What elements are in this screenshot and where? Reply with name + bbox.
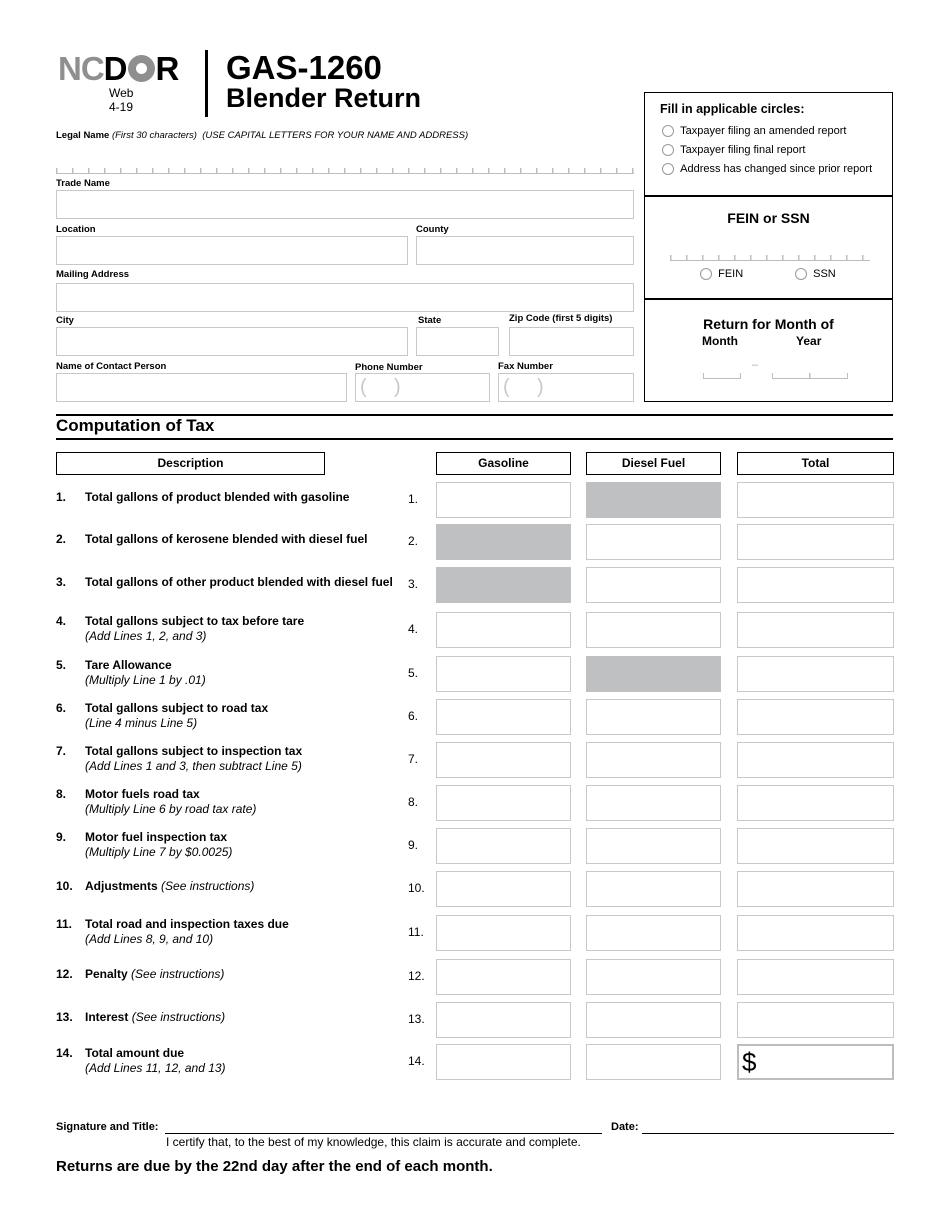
line-number: 14. [56,1046,73,1060]
line-1-total[interactable] [737,482,894,518]
panel-divider [645,298,892,300]
radio-circle-icon[interactable] [795,268,807,280]
year-label: Year [796,334,822,348]
line-number: 2. [56,532,67,546]
city-label: City [56,315,74,326]
line-6-total[interactable] [737,699,894,735]
line-14-gas[interactable] [436,1044,571,1080]
line-2-total[interactable] [737,524,894,560]
year-input[interactable] [772,373,848,379]
line-number: 13. [56,1010,73,1024]
line-reference: 8. [408,795,419,809]
line-number: 3. [56,575,67,589]
form-name: Blender Return [226,83,422,113]
line-14-diesel[interactable] [586,1044,721,1080]
line-description: Total gallons subject to tax before tare (Add Lines 1, 2, and 3) [85,614,305,643]
shaded-cell-diesel [586,482,721,518]
mailing-address-label: Mailing Address [56,269,130,280]
line-10-total[interactable] [737,871,894,907]
month-label: Month [702,334,738,348]
radio-circle-icon[interactable] [662,125,674,137]
state-label: State [418,315,442,326]
header-divider [205,50,208,117]
line-description: Motor fuels road tax (Multiply Line 6 by road tax rate) [85,787,257,816]
panel-divider [645,195,892,197]
line-reference: 1. [408,492,419,506]
contact-label: Name of Contact Person [56,361,167,372]
line-number: 7. [56,744,67,758]
line-7-gas[interactable] [436,742,571,778]
line-7-diesel[interactable] [586,742,721,778]
line-number: 4. [56,614,67,628]
line-7-total[interactable] [737,742,894,778]
line-10-gas[interactable] [436,871,571,907]
line-description: Total road and inspection taxes due (Add Lines 8, 9, and 10) [85,917,289,946]
line-5-gas[interactable] [436,656,571,692]
line-number: 8. [56,787,67,801]
line-reference: 12. [408,969,425,983]
location-input[interactable] [56,236,408,265]
line-reference: 14. [408,1054,425,1068]
county-label: County [416,224,449,235]
month-input[interactable] [703,373,741,379]
shaded-cell-gas [436,524,571,560]
line-6-diesel[interactable] [586,699,721,735]
line-14-total[interactable] [737,1044,894,1080]
address-changed-option[interactable]: Address has changed since prior report [662,160,872,179]
ssn-option[interactable]: SSN [795,265,836,284]
trade-name-input[interactable] [56,190,634,219]
contact-input[interactable] [56,373,347,402]
line-reference: 7. [408,752,419,766]
location-label: Location [56,224,96,235]
line-9-total[interactable] [737,828,894,864]
col-gasoline: Gasoline [436,452,571,475]
line-8-diesel[interactable] [586,785,721,821]
line-description: Total gallons of kerosene blended with diesel fuel [85,532,368,546]
phone-input[interactable]: ( ) [355,373,490,402]
line-3-diesel[interactable] [586,567,721,603]
shaded-cell-gas [436,567,571,603]
right-panel [644,92,893,402]
amended-option[interactable]: Taxpayer filing an amended report [662,122,846,141]
line-11-total[interactable] [737,915,894,951]
line-number: 1. [56,490,67,504]
line-reference: 6. [408,709,419,723]
line-8-total[interactable] [737,785,894,821]
fax-input[interactable]: ( ) [498,373,634,402]
line-description: Total gallons subject to inspection tax (Add Lines 1 and 3, then subtract Line 5) [85,744,303,773]
form-number: GAS-1260 [226,49,382,86]
line-11-diesel[interactable] [586,915,721,951]
shaded-cell-diesel [586,656,721,692]
radio-circle-icon[interactable] [662,144,674,156]
zip-label: Zip Code (first 5 digits) [509,313,613,324]
line-12-diesel[interactable] [586,959,721,995]
line-12-total[interactable] [737,959,894,995]
line-reference: 11. [408,925,424,939]
zip-input[interactable] [509,327,634,356]
fein-title: FEIN or SSN [727,210,810,226]
line-description: Total gallons subject to road tax (Line 4 minus Line 5) [85,701,269,730]
county-input[interactable] [416,236,634,265]
line-13-diesel[interactable] [586,1002,721,1038]
dollar-sign: $ [742,1047,757,1077]
line-13-total[interactable] [737,1002,894,1038]
line-5-total[interactable] [737,656,894,692]
section-rule-bottom [56,438,893,440]
col-description: Description [56,452,325,475]
radio-circle-icon[interactable] [700,268,712,280]
computation-title: Computation of Tax [56,416,215,435]
line-12-gas[interactable] [436,959,571,995]
trade-name-label: Trade Name [56,178,110,189]
date-label: Date: [611,1121,639,1133]
line-description: Total gallons of product blended with gasoline [85,490,350,504]
phone-label: Phone Number [355,362,423,373]
line-4-diesel[interactable] [586,612,721,648]
line-9-gas[interactable] [436,828,571,864]
line-description: Tare Allowance (Multiply Line 1 by .01) [85,658,206,687]
line-reference: 5. [408,666,419,680]
line-10-diesel[interactable] [586,871,721,907]
radio-circle-icon[interactable] [662,163,674,175]
due-note: Returns are due by the 22nd day after the end of each month. [56,1158,493,1175]
line-reference: 3. [408,577,419,591]
mailing-address-input[interactable] [56,283,634,312]
line-4-gas[interactable] [436,612,571,648]
line-3-total[interactable] [737,567,894,603]
line-reference: 10. [408,881,425,895]
line-number: 5. [56,658,67,672]
line-reference: 4. [408,622,419,636]
date-input[interactable] [642,1133,894,1134]
line-description: Interest (See instructions) [85,1010,226,1024]
line-number: 9. [56,830,67,844]
line-number: 10. [56,879,73,893]
fill-circles-title: Fill in applicable circles: [660,102,805,116]
legal-name-label: Legal Name (First 30 characters) (USE CAPITAL LETTERS FOR YOUR NAME AND ADDRESS) [56,130,469,141]
certify-statement: I certify that, to the best of my knowledge, this claim is accurate and complete. [166,1135,581,1149]
legal-name-input[interactable] [56,168,634,174]
line-number: 12. [56,967,73,981]
logo-o-icon [128,55,155,82]
ncdor-logo: NCD R [58,50,179,87]
col-total: Total [737,452,894,475]
line-6-gas[interactable] [436,699,571,735]
line-description: Total amount due (Add Lines 11, 12, and 13) [85,1046,226,1075]
line-9-diesel[interactable] [586,828,721,864]
line-reference: 2. [408,534,419,548]
state-input[interactable] [416,327,499,356]
signature-input[interactable] [165,1133,602,1134]
city-input[interactable] [56,327,408,356]
web-revision: Web 4-19 [109,86,134,114]
signature-label: Signature and Title: [56,1121,159,1133]
line-1-gas[interactable] [436,482,571,518]
line-reference: 9. [408,838,419,852]
line-description: Motor fuel inspection tax (Multiply Line 7 by $0.0025) [85,830,233,859]
month-year-dash: – [752,359,759,371]
line-number: 6. [56,701,67,715]
line-13-gas[interactable] [436,1002,571,1038]
line-description: Adjustments (See instructions) [85,879,255,893]
line-description: Total gallons of other product blended with diesel fuel [85,575,393,589]
fein-option[interactable]: FEIN [700,265,743,284]
line-description: Penalty (See instructions) [85,967,225,981]
fax-label: Fax Number [498,361,553,372]
fein-input[interactable] [670,255,870,261]
col-diesel: Diesel Fuel [586,452,721,475]
final-report-option[interactable]: Taxpayer filing final report [662,141,805,160]
line-reference: 13. [408,1012,425,1026]
line-number: 11. [56,917,73,931]
return-month-title: Return for Month of [703,316,834,332]
line-4-total[interactable] [737,612,894,648]
line-2-diesel[interactable] [586,524,721,560]
line-11-gas[interactable] [436,915,571,951]
line-8-gas[interactable] [436,785,571,821]
